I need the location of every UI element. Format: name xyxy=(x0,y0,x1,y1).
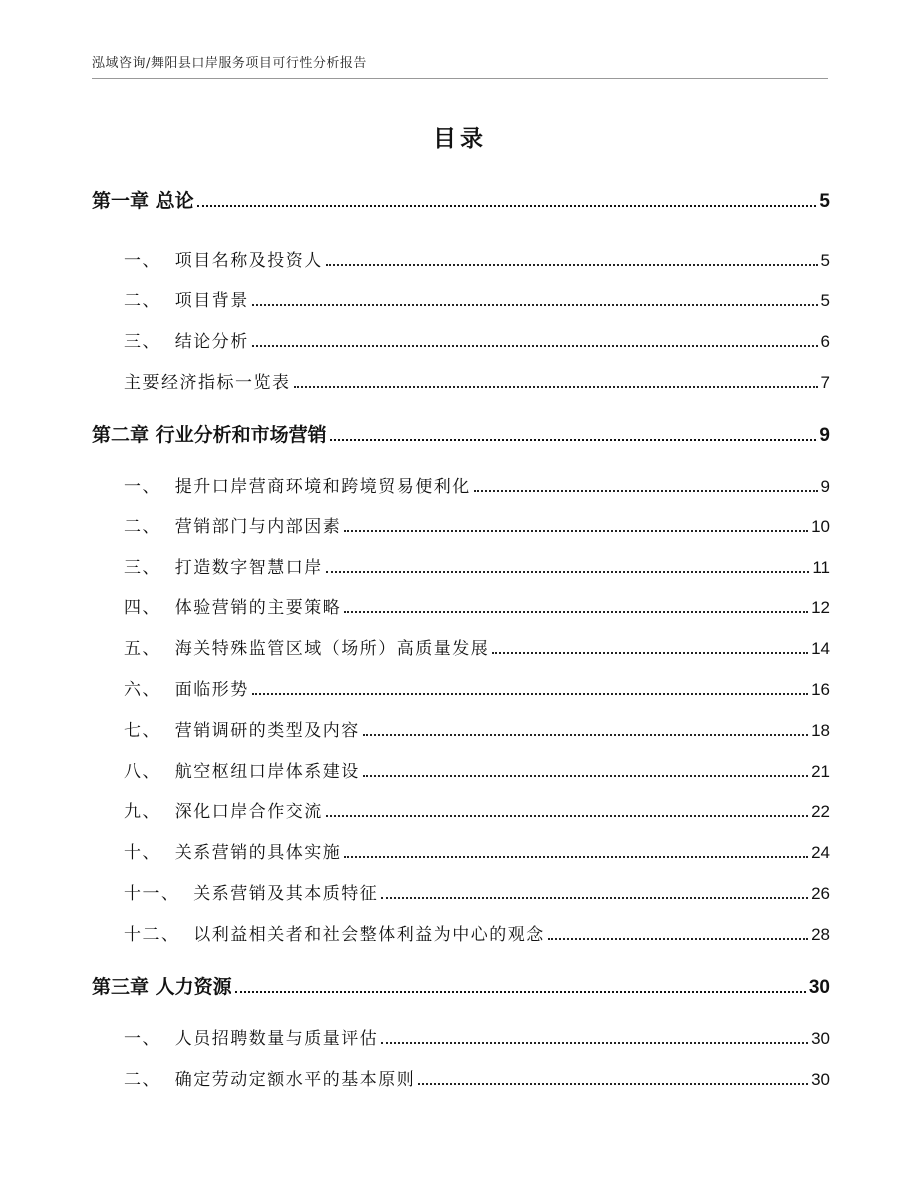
toc-page-number: 30 xyxy=(811,1029,830,1048)
dot-leader xyxy=(252,304,818,306)
toc-section-entry[interactable] xyxy=(92,327,830,352)
toc-page-number: 12 xyxy=(811,598,830,617)
toc-entry-label: 八、 航空枢纽口岸体系建设 xyxy=(124,762,360,782)
toc-page-number: 28 xyxy=(811,925,830,944)
toc-entry-label: 三、 结论分析 xyxy=(124,332,249,352)
dot-leader xyxy=(294,386,818,388)
dot-leader xyxy=(330,439,817,441)
toc-entry-label: 十、 关系营销的具体实施 xyxy=(124,843,342,863)
toc-page-number: 21 xyxy=(811,762,830,781)
toc-chapter-entry[interactable] xyxy=(92,186,830,213)
toc-section-entry[interactable] xyxy=(92,286,830,311)
toc-section-entry[interactable] xyxy=(92,716,830,741)
toc-section-entry[interactable] xyxy=(92,553,830,578)
toc-page-number: 14 xyxy=(811,639,830,658)
dot-leader xyxy=(344,530,808,532)
toc-section-entry[interactable] xyxy=(92,368,830,393)
dot-leader xyxy=(252,345,818,347)
toc-entry-label: 六、 面临形势 xyxy=(124,680,249,700)
toc-section-entry[interactable] xyxy=(92,634,830,659)
toc-page-number: 5 xyxy=(820,291,830,310)
toc-section-entry[interactable] xyxy=(92,838,830,863)
toc-section-entry[interactable] xyxy=(92,1065,830,1090)
dot-leader xyxy=(363,734,808,736)
toc-section-entry[interactable] xyxy=(92,675,830,700)
dot-leader xyxy=(344,856,808,858)
toc-page-number: 30 xyxy=(808,977,830,998)
dot-leader xyxy=(197,205,817,207)
toc-page-number: 5 xyxy=(820,251,830,270)
toc-section-entry[interactable] xyxy=(92,879,830,904)
toc-entry-label: 第三章 人力资源 xyxy=(92,976,232,998)
toc-page-number: 16 xyxy=(811,680,830,699)
toc-entry-label: 十一、 关系营销及其本质特征 xyxy=(124,884,379,904)
toc-entry-label: 一、 人员招聘数量与质量评估 xyxy=(124,1029,379,1049)
toc-entry-label: 二、 项目背景 xyxy=(124,291,249,311)
toc-entry-label: 十二、 以利益相关者和社会整体利益为中心的观念 xyxy=(124,925,545,945)
dot-leader xyxy=(326,264,818,266)
toc-section-entry[interactable] xyxy=(92,472,830,497)
dot-leader xyxy=(235,991,806,993)
dot-leader xyxy=(381,897,808,899)
toc-entry-label: 五、 海关特殊监管区域（场所）高质量发展 xyxy=(124,639,490,659)
toc-section-entry[interactable] xyxy=(92,512,830,537)
header-divider xyxy=(92,78,828,79)
toc-entry-label: 第一章 总论 xyxy=(92,190,194,212)
toc-section-entry[interactable] xyxy=(92,920,830,945)
dot-leader xyxy=(492,652,808,654)
running-header: 泓域咨询/舞阳县口岸服务项目可行性分析报告 xyxy=(92,56,367,71)
toc-page-number: 26 xyxy=(811,884,830,903)
toc-entry-label: 一、 项目名称及投资人 xyxy=(124,251,323,271)
toc-page-number: 9 xyxy=(819,425,830,446)
toc-page-number: 18 xyxy=(811,721,830,740)
dot-leader xyxy=(381,1042,808,1044)
toc-page-number: 9 xyxy=(820,477,830,496)
dot-leader xyxy=(252,693,808,695)
toc-entry-label: 九、 深化口岸合作交流 xyxy=(124,802,323,822)
toc-page-number: 6 xyxy=(820,332,830,351)
toc-entry-label: 四、 体验营销的主要策略 xyxy=(124,598,342,618)
toc-entry-label: 三、 打造数字智慧口岸 xyxy=(124,558,323,578)
page-title: 目录 xyxy=(433,126,487,152)
dot-leader xyxy=(548,938,808,940)
toc-entry-label: 二、 确定劳动定额水平的基本原则 xyxy=(124,1070,416,1090)
toc-section-entry[interactable] xyxy=(92,797,830,822)
toc-entry-label: 主要经济指标一览表 xyxy=(124,373,291,393)
dot-leader xyxy=(474,490,818,492)
toc-page-number: 22 xyxy=(811,802,830,821)
toc-page-number: 10 xyxy=(811,517,830,536)
toc-section-entry[interactable] xyxy=(92,757,830,782)
dot-leader xyxy=(344,611,808,613)
toc-page-number: 24 xyxy=(811,843,830,862)
toc-section-entry[interactable] xyxy=(92,593,830,618)
dot-leader xyxy=(326,571,810,573)
toc-entry-label: 一、 提升口岸营商环境和跨境贸易便利化 xyxy=(124,477,471,497)
toc-section-entry[interactable] xyxy=(92,1024,830,1049)
toc-entry-label: 第二章 行业分析和市场营销 xyxy=(92,424,327,446)
toc-page-number: 30 xyxy=(811,1070,830,1089)
toc-chapter-entry[interactable] xyxy=(92,972,830,999)
toc-page-number: 7 xyxy=(820,373,830,392)
toc-entry-label: 二、 营销部门与内部因素 xyxy=(124,517,342,537)
toc-page-number: 5 xyxy=(819,191,830,212)
dot-leader xyxy=(363,775,808,777)
toc-chapter-entry[interactable] xyxy=(92,420,830,447)
toc-page-number: 11 xyxy=(812,558,830,577)
dot-leader xyxy=(418,1083,808,1085)
toc-entry-label: 七、 营销调研的类型及内容 xyxy=(124,721,360,741)
dot-leader xyxy=(326,815,808,817)
toc-section-entry[interactable] xyxy=(92,246,830,271)
